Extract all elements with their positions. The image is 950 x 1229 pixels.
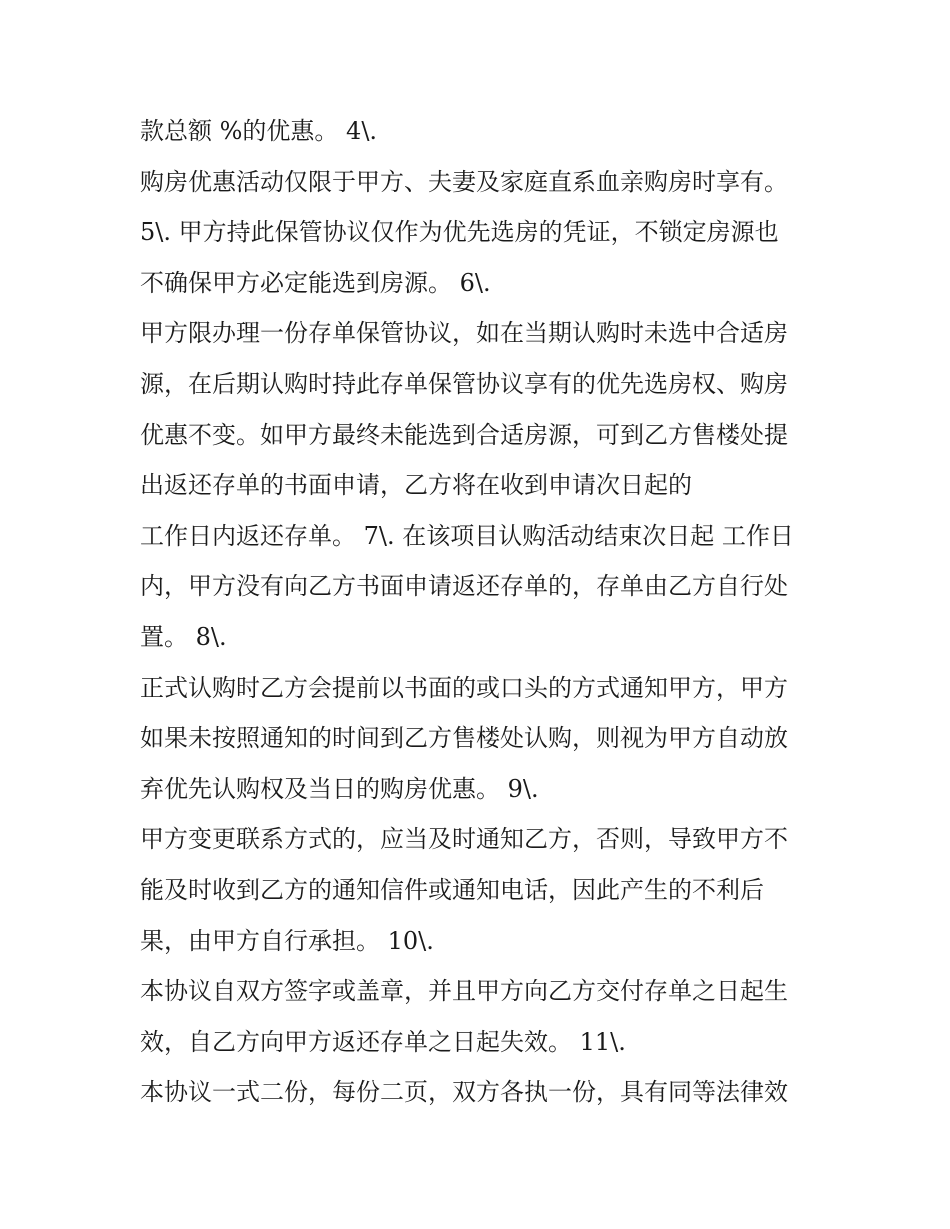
text-line: 5\. 甲方持此保管协议仅作为优先选房的凭证，不锁定房源也 xyxy=(140,218,779,247)
text-line: 出返还存单的书面申请，乙方将在收到申请次日起的 xyxy=(140,471,692,500)
text-line: 本协议一式二份，每份二页，双方各执一份，具有同等法律效 xyxy=(140,1078,788,1107)
text-line: 优惠不变。如甲方最终未能选到合适房源，可到乙方售楼处提 xyxy=(140,420,788,449)
text-line: 能及时收到乙方的通知信件或通知电话，因此产生的不利后 xyxy=(140,875,764,904)
text-line: 本协议自双方签字或盖章，并且甲方向乙方交付存单之日起生 xyxy=(140,977,788,1006)
text-line: 弃优先认购权及当日的购房优惠。 9\. xyxy=(140,774,539,803)
text-line: 甲方限办理一份存单保管协议，如在当期认购时未选中合适房 xyxy=(140,319,788,348)
text-line: 工作日内返还存单。 7\. 在该项目认购活动结束次日起 工作日 xyxy=(140,521,794,550)
text-line: 甲方变更联系方式的，应当及时通知乙方，否则，导致甲方不 xyxy=(140,825,788,854)
text-line: 源，在后期认购时持此存单保管协议享有的优先选房权、购房 xyxy=(140,369,788,398)
text-line: 内，甲方没有向乙方书面申请返还存单的，存单由乙方自行处 xyxy=(140,572,788,601)
text-line: 正式认购时乙方会提前以书面的或口头的方式通知甲方，甲方 xyxy=(140,673,788,702)
text-line: 置。 8\. xyxy=(140,622,227,651)
text-line: 如果未按照通知的时间到乙方售楼处认购，则视为甲方自动放 xyxy=(140,724,788,753)
text-line: 购房优惠活动仅限于甲方、夫妻及家庭直系血亲购房时享有。 xyxy=(140,167,788,196)
text-line: 款总额 %的优惠。 4\. xyxy=(140,117,378,145)
text-line: 不确保甲方必定能选到房源。 6\. xyxy=(140,268,491,297)
text-line: 效，自乙方向甲方返还存单之日起失效。 11\. xyxy=(140,1027,626,1056)
text-line: 果，由甲方自行承担。 10\. xyxy=(140,926,434,955)
agreement-text xyxy=(140,106,840,1118)
